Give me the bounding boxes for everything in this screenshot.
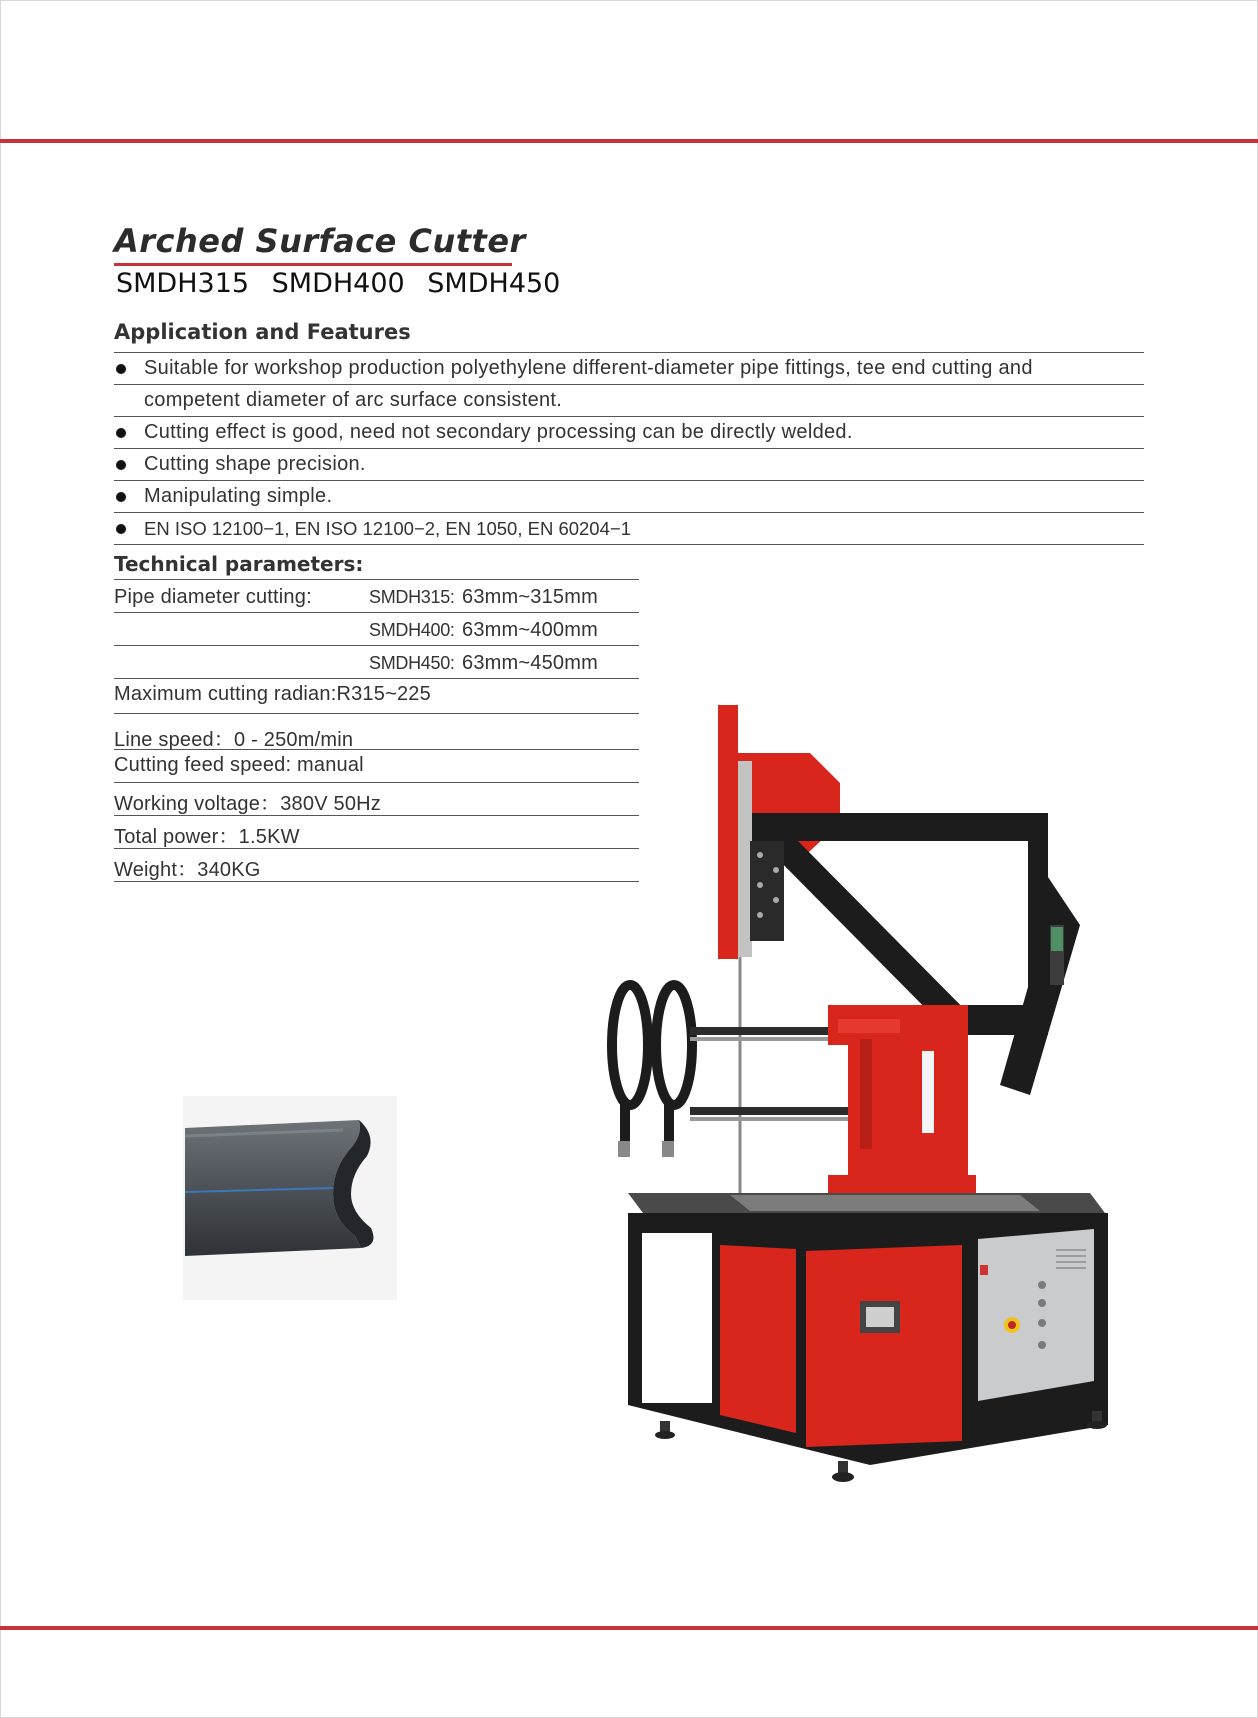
features-heading: Application and Features (114, 320, 411, 344)
bullet-icon (116, 524, 126, 534)
param-text: Line speed：0 - 250m/min (114, 729, 354, 751)
param-text: Cutting feed speed: manual (114, 754, 364, 776)
param-model: SMDH315: (369, 587, 455, 607)
feature-text: Cutting shape precision. (144, 453, 366, 475)
feature-item (114, 417, 1144, 449)
param-text: Total power：1.5KW (114, 826, 300, 848)
param-model: SMDH400: (369, 620, 455, 640)
arched-surface-cutter-machine-image (600, 705, 1110, 1535)
pipe-diameter-label: Pipe diameter cutting: (114, 586, 312, 608)
feature-text: Manipulating simple. (144, 485, 333, 507)
bullet-icon (116, 460, 126, 470)
param-row-weight (114, 849, 639, 882)
param-row-voltage (114, 783, 639, 816)
technical-parameters-table (114, 579, 639, 882)
feature-text-continued: competent diameter of arc surface consistent. (114, 384, 1144, 416)
bullet-icon (116, 428, 126, 438)
technical-heading: Technical parameters: (114, 552, 364, 576)
param-text: Maximum cutting radian:R315~225 (114, 683, 431, 705)
feature-item (114, 513, 1144, 545)
param-text: Weight：340KG (114, 859, 261, 881)
title-underline (114, 263, 512, 266)
feature-item (114, 449, 1144, 481)
bullet-icon (116, 492, 126, 502)
param-range: 63mm~450mm (462, 652, 598, 674)
param-row-pipe-400 (114, 613, 639, 646)
feature-text: EN ISO 12100−1, EN ISO 12100−2, EN 1050, EN 60204−1 (144, 518, 631, 539)
param-model: SMDH450: (369, 653, 455, 673)
param-range: 63mm~315mm (462, 586, 598, 608)
feature-item (114, 353, 1144, 417)
feature-text: Cutting effect is good, need not secondary processing can be directly welded. (144, 421, 853, 443)
param-row-pipe-450 (114, 646, 639, 679)
footer-rule (0, 1626, 1258, 1630)
param-row-pipe-315 (114, 580, 639, 613)
param-row-radian (114, 679, 639, 714)
model-list: SMDH315 SMDH400 SMDH450 (116, 268, 561, 299)
param-row-feed-speed (114, 750, 639, 783)
feature-text: Suitable for workshop production polyethylene different-diameter pipe fittings, tee end cutting and (144, 357, 1033, 379)
param-row-power (114, 816, 639, 849)
header-rule (0, 139, 1258, 143)
bullet-icon (116, 364, 126, 374)
param-text: Working voltage：380V 50Hz (114, 793, 381, 815)
feature-item (114, 481, 1144, 513)
cut-pipe-sample-image (183, 1096, 397, 1300)
param-row-line-speed (114, 714, 639, 750)
product-title: Arched Surface Cutter (114, 222, 526, 260)
feature-list (114, 352, 1144, 545)
param-range: 63mm~400mm (462, 619, 598, 641)
